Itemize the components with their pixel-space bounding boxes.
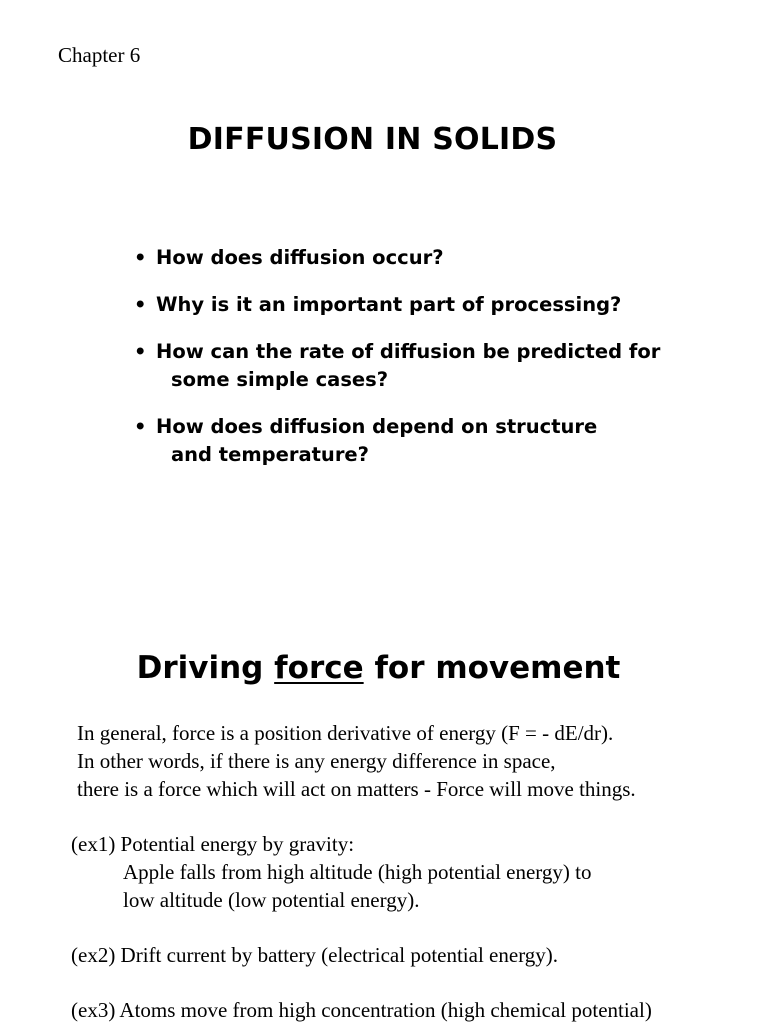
example-label: (ex1) Potential energy by gravity: [71, 832, 355, 856]
intro-line: In other words, if there is any energy difference in space, [77, 749, 556, 773]
bullet-icon: • [134, 340, 147, 363]
section-heading-after: for movement [363, 650, 621, 686]
intro-line: In general, force is a position derivative of energy (F = - dE/dr). [77, 721, 614, 745]
example-1 [71, 830, 592, 914]
example-2 [71, 941, 558, 969]
question-text-continued: and temperature? [171, 443, 369, 466]
bullet-icon: • [134, 293, 147, 316]
question-item [134, 413, 660, 469]
question-text: How does diffusion depend on structure [156, 415, 598, 438]
question-item [134, 338, 660, 394]
question-text: Why is it an important part of processing? [156, 293, 622, 316]
example-line: low altitude (low potential energy). [123, 888, 420, 912]
example-label: (ex3) Atoms move from high concentration (high chemical potential) [71, 998, 652, 1022]
bullet-icon: • [134, 246, 147, 269]
question-item [134, 291, 660, 319]
example-line: Apple falls from high altitude (high potential energy) to [123, 860, 592, 884]
question-item [134, 244, 660, 272]
page-title: DIFFUSION IN SOLIDS [187, 122, 558, 157]
section-heading [0, 650, 757, 686]
intro-paragraph [77, 719, 636, 803]
example-3 [71, 996, 652, 1024]
bullet-icon: • [134, 415, 147, 438]
section-heading-underlined: force [274, 650, 364, 686]
question-text: How does diffusion occur? [156, 246, 444, 269]
question-list [134, 244, 660, 488]
question-text: How can the rate of diffusion be predicted for [156, 340, 661, 363]
section-heading-before: Driving [136, 650, 275, 686]
question-text-continued: some simple cases? [171, 368, 389, 391]
intro-line: there is a force which will act on matters - Force will move things. [77, 777, 636, 801]
chapter-label: Chapter 6 [58, 43, 141, 67]
example-label: (ex2) Drift current by battery (electrical potential energy). [71, 943, 559, 967]
